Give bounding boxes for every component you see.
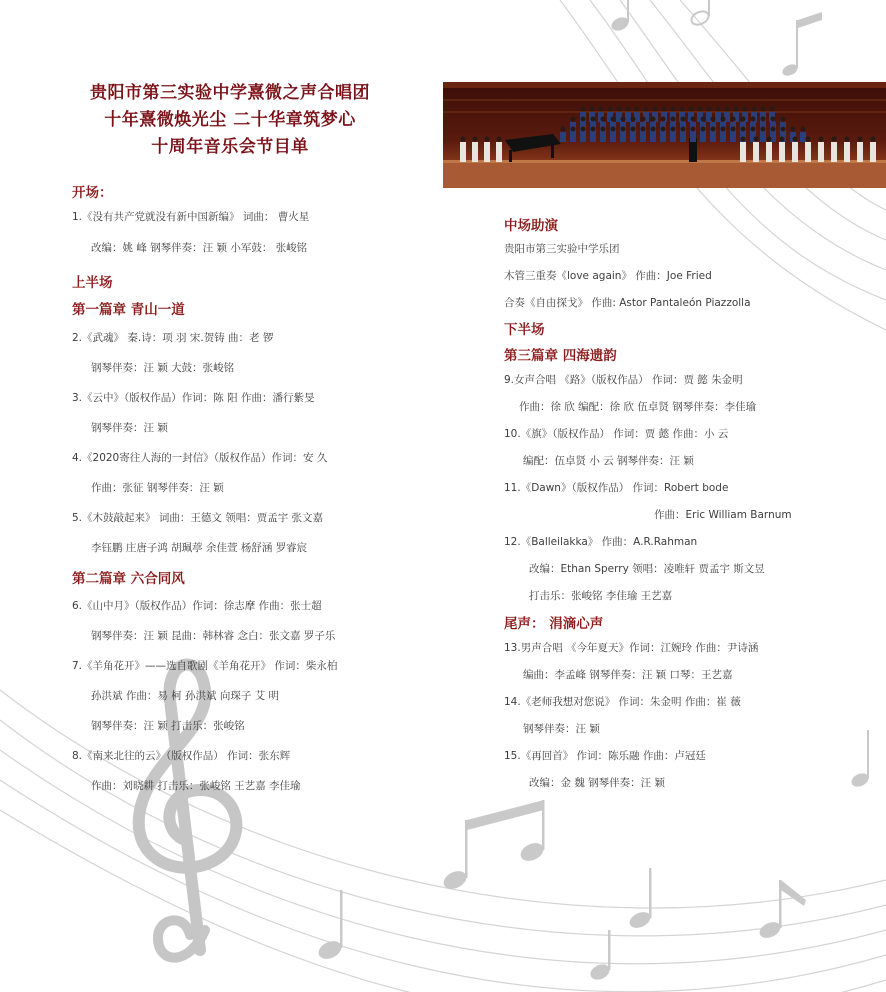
second-half-heading: 下半场 <box>504 322 545 338</box>
singer-head <box>591 127 596 132</box>
singer-body <box>870 142 876 162</box>
program-line: 8.《南来北往的云》（版权作品） 作词：张东辉 <box>72 750 291 762</box>
program-line: 作曲：刘晓耕 打击乐：张峻铭 王艺嘉 李佳瑜 <box>91 780 301 792</box>
singer-body <box>670 132 676 142</box>
singer-head <box>721 127 726 132</box>
singer-head <box>601 117 606 122</box>
singer-body <box>760 132 766 142</box>
singer-head <box>752 107 757 112</box>
singer-head <box>741 137 746 142</box>
singer-head <box>761 107 766 112</box>
program-line: 钢琴伴奏：汪 颖 大鼓：张峻铭 <box>91 362 235 374</box>
singer-head <box>631 117 636 122</box>
singer-head <box>590 107 595 112</box>
program-line: 13.男声合唱 《今年夏天》作词：江婉玲 作曲：尹诗涵 <box>504 642 759 654</box>
singer-head <box>581 117 586 122</box>
singer-body <box>720 132 726 142</box>
program-line: 改编：姚 峰 钢琴伴奏：汪 颖 小军鼓： 张峻铭 <box>91 242 308 254</box>
program-line: 2.《武魂》 秦.诗：项 羽 宋.贺铸 曲：老 锣 <box>72 332 274 344</box>
singer-body <box>496 142 502 162</box>
singer-head <box>716 107 721 112</box>
program-line: 作曲：徐 欣 编配：徐 欣 伍卓贤 钢琴伴奏：李佳瑜 <box>519 401 757 413</box>
program-line: 15.《再回首》 作词：陈乐融 作曲：卢冠廷 <box>504 750 706 762</box>
program-line: 孙洪斌 作曲：易 柯 孙洪斌 向琛子 艾 明 <box>91 690 280 702</box>
singer-head <box>761 127 766 132</box>
singer-body <box>660 132 666 142</box>
singer-head <box>681 127 686 132</box>
singer-body <box>620 132 626 142</box>
choir-singers <box>460 107 876 163</box>
singer-head <box>793 137 798 142</box>
opening-heading: 开场： <box>72 185 113 201</box>
singer-head <box>731 117 736 122</box>
title-line-2: 十年熹微焕光尘 二十华章筑梦心 <box>104 110 356 130</box>
singer-body <box>610 132 616 142</box>
singer-body <box>766 142 772 162</box>
program-line: 6.《山中月》（版权作品）作词：徐志摩 作曲：张士超 <box>72 600 322 612</box>
program-line: 木管三重奏《love again》 作曲：Joe Fried <box>504 270 712 282</box>
singer-body <box>625 112 631 122</box>
singer-head <box>781 127 786 132</box>
singer-head <box>743 107 748 112</box>
singer-head <box>497 137 502 142</box>
singer-head <box>662 107 667 112</box>
program-line: 改编：金 魏 钢琴伴奏：汪 颖 <box>529 777 666 789</box>
singer-body <box>650 132 656 142</box>
program-line: 9.女声合唱 《路》（版权作品） 作词：贾 懿 朱金明 <box>504 374 743 386</box>
singer-head <box>617 107 622 112</box>
singer-head <box>801 127 806 132</box>
program-line: 3.《云中》（版权作品）作词：陈 阳 作曲：潘行紫旻 <box>72 392 315 404</box>
singer-head <box>771 127 776 132</box>
singer-body <box>460 142 466 162</box>
singer-body <box>857 142 863 162</box>
singer-head <box>671 117 676 122</box>
singer-head <box>725 107 730 112</box>
program-line: 编配：伍卓贤 小 云 钢琴伴奏：汪 颖 <box>523 455 694 467</box>
singer-head <box>731 127 736 132</box>
singer-head <box>689 107 694 112</box>
singer-head <box>751 117 756 122</box>
singer-head <box>741 117 746 122</box>
singer-head <box>653 107 658 112</box>
program-line: 钢琴伴奏：汪 颖 打击乐：张峻铭 <box>91 720 245 732</box>
title-line-3: 十周年音乐会节目单 <box>151 137 309 157</box>
singer-head <box>761 117 766 122</box>
program-line: 12.《Balleilakka》 作曲：A.R.Rahman <box>504 536 698 548</box>
chapter1-heading: 第一篇章 青山一道 <box>72 302 185 318</box>
singer-body <box>590 132 596 142</box>
singer-head <box>680 107 685 112</box>
singer-body <box>779 142 785 162</box>
singer-body <box>680 132 686 142</box>
singer-body <box>600 132 606 142</box>
singer-body <box>818 142 824 162</box>
singer-body <box>570 132 576 142</box>
singer-head <box>591 117 596 122</box>
singer-head <box>621 117 626 122</box>
singer-head <box>819 137 824 142</box>
program-line: 14.《老师我想对您说》 作词：朱金明 作曲：崔 薇 <box>504 696 741 708</box>
singer-head <box>698 107 703 112</box>
program-line: 10.《旗》（版权作品） 作词：贾 懿 作曲：小 云 <box>504 428 729 440</box>
singer-head <box>611 117 616 122</box>
program-line: 打击乐：张峻铭 李佳瑜 王艺嘉 <box>529 590 673 602</box>
singer-head <box>635 107 640 112</box>
singer-body <box>640 132 646 142</box>
program-line: 合奏《自由探戈》 作曲: Astor Pantaleón Piazzolla <box>504 297 751 309</box>
program-line: 编曲：李孟峰 钢琴伴奏：汪 颖 口琴：王艺嘉 <box>523 669 733 681</box>
singer-body <box>792 142 798 162</box>
program-line: 5.《木鼓敲起来》 词曲：王德文 领唱：贾孟宇 张文嘉 <box>72 512 324 524</box>
singer-head <box>721 117 726 122</box>
program-line: 作曲：张征 钢琴伴奏：汪 颖 <box>91 482 224 494</box>
singer-head <box>641 117 646 122</box>
singer-head <box>701 117 706 122</box>
singer-body <box>800 132 806 142</box>
singer-body <box>831 142 837 162</box>
singer-head <box>571 117 576 122</box>
singer-body <box>710 132 716 142</box>
singer-head <box>707 107 712 112</box>
singer-head <box>621 127 626 132</box>
singer-head <box>754 137 759 142</box>
singer-head <box>581 127 586 132</box>
program-line: 1.《没有共产党就没有新中国新编》 词曲： 曹火星 <box>72 211 310 223</box>
chapter2-heading: 第二篇章 六合同风 <box>72 571 185 587</box>
program-line: 4.《2020寄往人海的一封信》（版权作品）作词：安 久 <box>72 452 328 464</box>
singer-head <box>631 127 636 132</box>
singer-head <box>651 127 656 132</box>
singer-head <box>561 127 566 132</box>
program-title <box>40 80 420 161</box>
singer-head <box>671 127 676 132</box>
singer-head <box>806 137 811 142</box>
singer-head <box>485 137 490 142</box>
singer-head <box>871 137 876 142</box>
singer-head <box>601 127 606 132</box>
singer-head <box>651 117 656 122</box>
singer-head <box>571 127 576 132</box>
choir-photo-drawing <box>443 82 886 188</box>
singer-head <box>701 127 706 132</box>
singer-head <box>608 107 613 112</box>
title-line-1: 贵阳市第三实验中学熹微之声合唱团 <box>90 83 370 103</box>
singer-head <box>661 117 666 122</box>
singer-head <box>681 117 686 122</box>
singer-body <box>740 142 746 162</box>
singer-body <box>580 132 586 142</box>
singer-head <box>734 107 739 112</box>
program-line: 钢琴伴奏：汪 颖 <box>523 723 600 735</box>
program-line: 11.《Dawn》（版权作品） 作词：Robert bode <box>504 482 729 494</box>
singer-body <box>690 132 696 142</box>
singer-body <box>560 132 566 142</box>
singer-head <box>691 127 696 132</box>
singer-head <box>858 137 863 142</box>
singer-body <box>484 142 490 162</box>
finale-heading: 尾声： 涓滴心声 <box>504 616 604 632</box>
program-line: 7.《羊角花开》——选自歌剧《羊角花开》 作词：柴永柏 <box>72 660 338 672</box>
singer-body <box>630 132 636 142</box>
singer-body <box>700 132 706 142</box>
intermission-heading: 中场助演 <box>504 218 558 234</box>
singer-head <box>711 127 716 132</box>
singer-head <box>791 127 796 132</box>
program-line: 钢琴伴奏：汪 颖 <box>91 422 168 434</box>
singer-body <box>730 132 736 142</box>
singer-head <box>781 117 786 122</box>
singer-head <box>641 127 646 132</box>
singer-head <box>461 137 466 142</box>
singer-head <box>671 107 676 112</box>
program-line: 钢琴伴奏：汪 颖 昆曲：韩林睿 念白：张文嘉 罗子乐 <box>91 630 336 642</box>
singer-head <box>832 137 837 142</box>
singer-body <box>844 142 850 162</box>
singer-head <box>751 127 756 132</box>
singer-head <box>611 127 616 132</box>
first-half-heading: 上半场 <box>72 275 113 291</box>
singer-head <box>770 107 775 112</box>
singer-head <box>581 107 586 112</box>
singer-head <box>771 117 776 122</box>
singer-head <box>767 137 772 142</box>
singer-head <box>626 107 631 112</box>
program-line: 李钰鹏 庄唐子鸿 胡珮葶 余佳萱 杨舒涵 罗睿宸 <box>91 542 308 554</box>
singer-head <box>661 127 666 132</box>
right-program-column <box>504 216 879 802</box>
singer-head <box>599 107 604 112</box>
singer-head <box>741 127 746 132</box>
singer-head <box>473 137 478 142</box>
singer-head <box>845 137 850 142</box>
chapter3-heading: 第三篇章 四海遗韵 <box>504 348 617 364</box>
singer-head <box>711 117 716 122</box>
singer-head <box>644 107 649 112</box>
singer-body <box>472 142 478 162</box>
program-line: 改编：Ethan Sperry 领唱：凌唯轩 贾孟宇 斯文昱 <box>529 563 765 575</box>
singer-head <box>780 137 785 142</box>
singer-head <box>691 117 696 122</box>
program-line: 贵阳市第三实验中学乐团 <box>504 243 620 255</box>
choir-stage-photo <box>443 82 886 188</box>
singer-body <box>715 112 721 122</box>
singer-body <box>753 142 759 162</box>
left-program-column <box>72 183 432 808</box>
singer-body <box>805 142 811 162</box>
program-line: 作曲：Eric William Barnum <box>654 509 792 521</box>
